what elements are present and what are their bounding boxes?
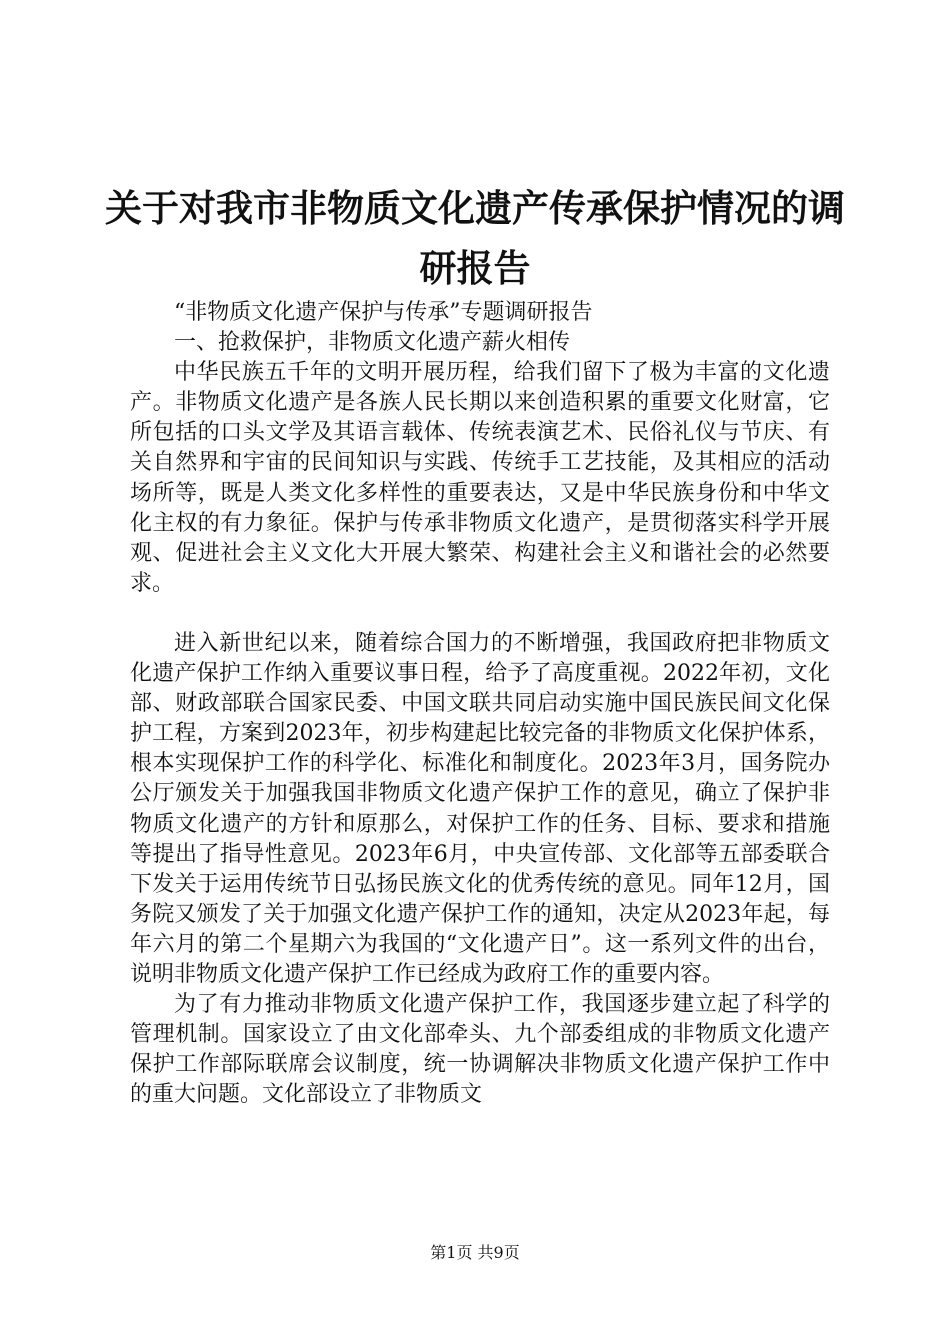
report-subtitle: “非物质文化遗产保护与传承”专题调研报告 <box>174 300 593 325</box>
page-footer: 第1页 共9页 <box>430 1243 520 1262</box>
body-paragraph: 中华民族五千年的文明开展历程，给我们留下了极为丰富的文化遗产。非物质文化遗产是各族人民长期以来创造积累的重要文化财富，它所包括的口头文学及其语言载体、传统表演艺术、民俗礼仪与节庆、有关自然界和宇宙的民间知识与实践、传统手工艺技能，及其相应的活动场所等，既是人类文化多样性的重要表达，又是中华民族身份和中华文化主权的有力象征。保护与传承非物质文化遗产，是贯彻落实科学开展观、促进社会主义文化大开展大繁荣、构建社会主义和谐社会的必然要求。 <box>130 360 830 596</box>
document-title-line-2: 研报告 <box>419 246 531 290</box>
body-paragraph: 进入新世纪以来，随着综合国力的不断增强，我国政府把非物质文化遗产保护工作纳入重要议事日程，给予了高度重视。2022年初，文化部、财政部联合国家民委、中国文联共同启动实施中国民族民间文化保护工程，方案到2023年，初步构建起比较完备的非物质文化保护体系，根本实现保护工作的科学化、标准化和制度化。2023年3月，国务院办公厅颁发关于加强我国非物质文化遗产保护工作的意见，确立了保护非物质文化遗产的方针和原那么，对保护工作的任务、目标、要求和措施等提出了指导性意见。2023年6月，中央宣传部、文化部等五部委联合下发关于运用传统节日弘扬民族文化的优秀传统的意见。同年12月，国务院又颁发了关于加强文化遗产保护工作的通知，决定从2023年起，每年六月的第二个星期六为我国的“文化遗产日”。这一系列文件的出台，说明非物质文化遗产保护工作已经成为政府工作的重要内容。 <box>130 630 830 987</box>
body-paragraph: 为了有力推动非物质文化遗产保护工作，我国逐步建立起了科学的管理机制。国家设立了由文化部牵头、九个部委组成的非物质文化遗产保护工作部际联席会议制度，统一协调解决非物质文化遗产保护工作中的重大问题。文化部设立了非物质文 <box>130 992 830 1108</box>
section-heading: 一、抢救保护，非物质文化遗产薪火相传 <box>174 330 571 356</box>
document-title-line-1: 关于对我市非物质文化遗产传承保护情况的调 <box>105 186 845 230</box>
document-body <box>130 298 830 1110</box>
